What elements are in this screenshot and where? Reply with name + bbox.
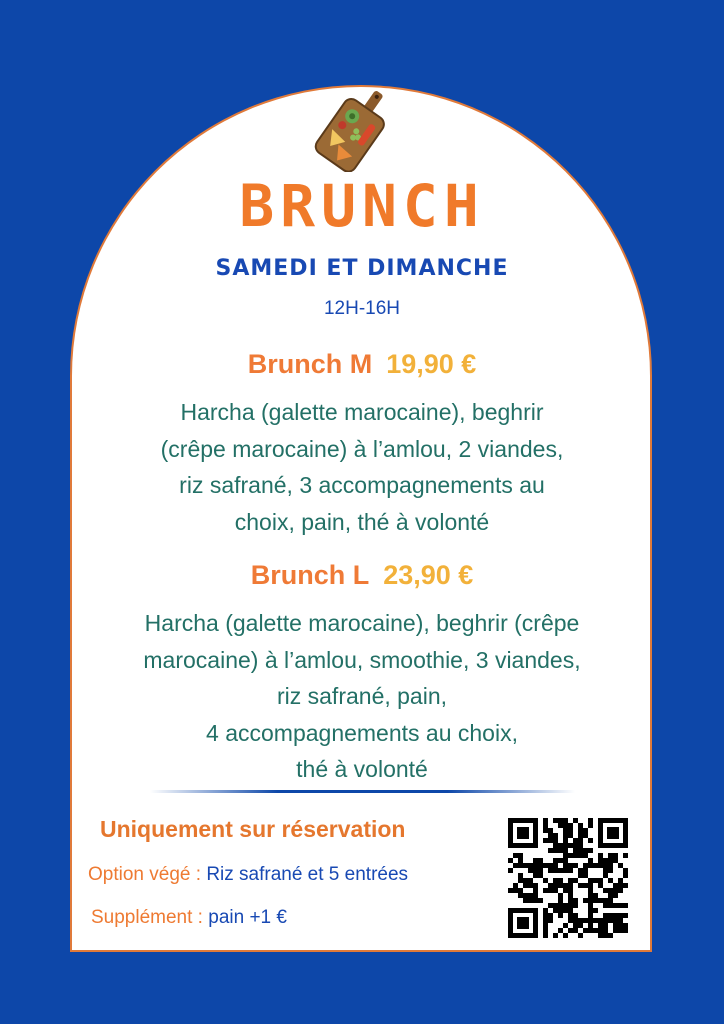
section-divider — [150, 790, 575, 793]
offer-header-m — [0, 349, 724, 380]
vegan-option-label: Option végé : — [88, 864, 202, 885]
offer-name: Brunch M — [247, 349, 373, 379]
supplement-value: pain +1 € — [208, 907, 287, 928]
offer-description-line: thé à volonté — [296, 756, 428, 782]
supplement — [91, 907, 287, 929]
offer-price: 19,90 € — [386, 349, 477, 379]
reservation-notice: Uniquement sur réservation — [100, 816, 406, 842]
offer-description-line: (crêpe marocaine) à l’amlou, 2 viandes, — [160, 435, 564, 462]
offer-description-m — [100, 394, 624, 540]
offer-description-line: choix, pain, thé à volonté — [234, 508, 490, 535]
vegan-option-value: Riz safrané et 5 entrées — [206, 864, 409, 885]
offer-description-line: 4 accompagnements au choix, — [206, 719, 518, 746]
charcuterie-board-icon — [312, 86, 394, 172]
menu-days: SAMEDI ET DIMANCHE — [215, 256, 509, 281]
offer-description-line: Harcha (galette marocaine), beghrir — [180, 399, 544, 425]
offer-name: Brunch L — [250, 560, 370, 590]
offer-description-line: Harcha (galette marocaine), beghrir (crêpe — [144, 610, 580, 636]
offer-description-line: riz safrané, pain, — [276, 683, 448, 709]
offer-header-l — [0, 560, 724, 591]
offer-description-line: riz safrané, 3 accompagnements au — [179, 472, 545, 498]
qr-code-icon[interactable] — [498, 808, 638, 948]
offer-description-l — [100, 605, 624, 788]
offer-description-line: marocaine) à l’amlou, smoothie, 3 viandes, — [143, 646, 581, 673]
menu-hours: 12H-16H — [323, 298, 401, 319]
menu-title: BRUNCH — [239, 172, 485, 240]
supplement-label: Supplément : — [91, 907, 203, 928]
offer-price: 23,90 € — [383, 560, 474, 590]
vegan-option — [88, 864, 408, 886]
